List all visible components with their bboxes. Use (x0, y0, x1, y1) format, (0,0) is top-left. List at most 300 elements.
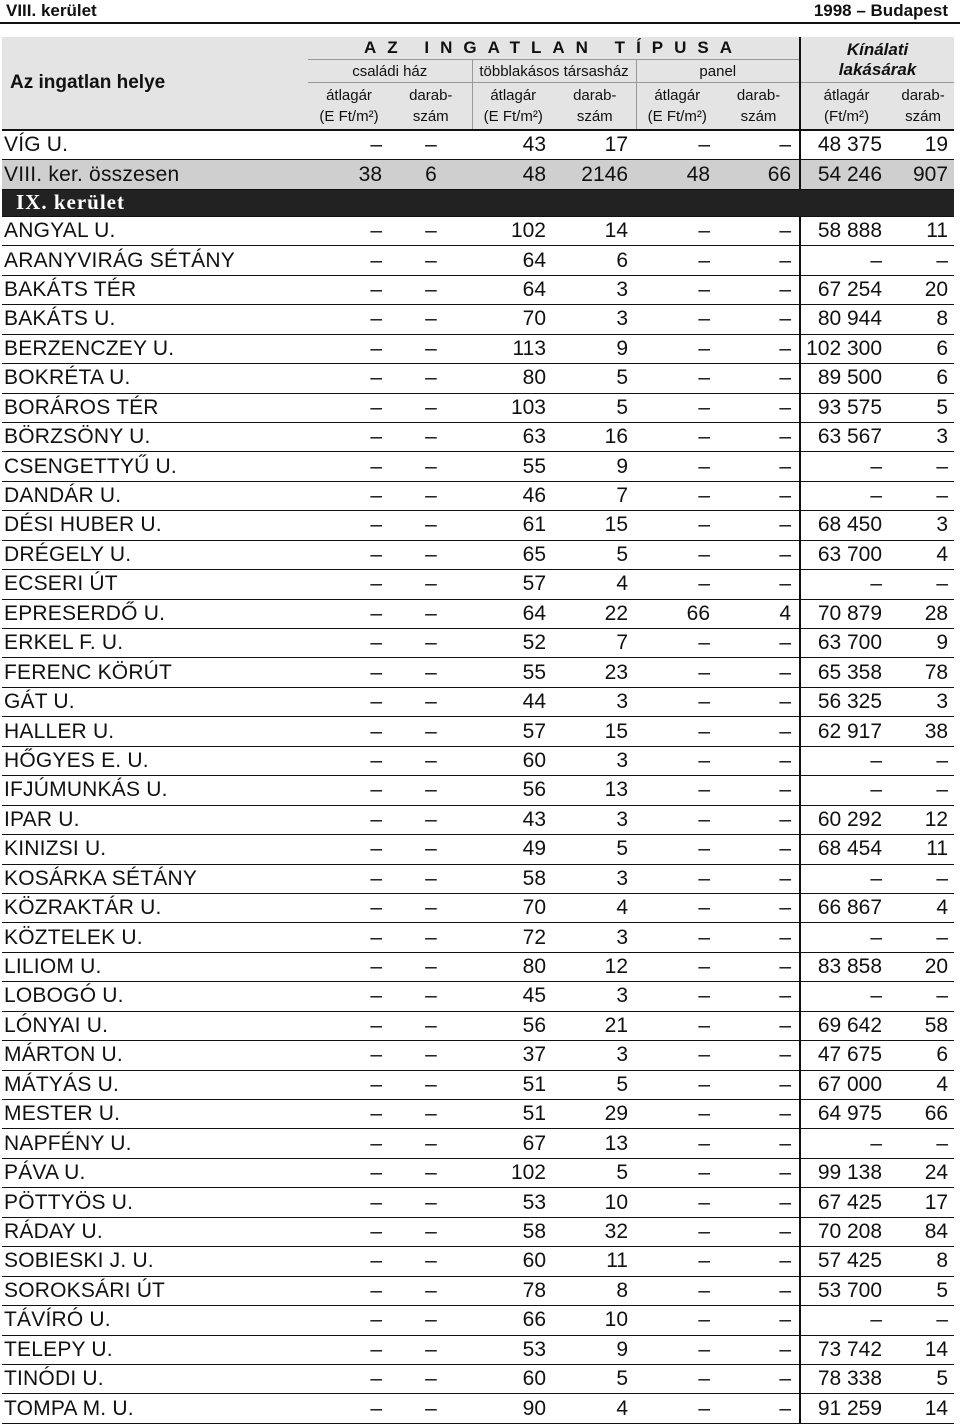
table-cell: – (308, 334, 390, 363)
table-cell: 5 (892, 1364, 954, 1393)
table-cell: 62 917 (800, 717, 892, 746)
table-cell: – (892, 246, 954, 275)
table-cell: – (308, 952, 390, 981)
table-cell: – (636, 540, 718, 569)
table-cell: 5 (554, 393, 636, 422)
table-cell: – (390, 1129, 472, 1158)
place-name: ECSERI ÚT (2, 570, 308, 599)
table-cell: 38 (892, 717, 954, 746)
table-cell: 47 675 (800, 1041, 892, 1070)
table-cell: 56 325 (800, 687, 892, 716)
table-cell: – (636, 481, 718, 510)
table-row (2, 1247, 954, 1276)
table-cell: – (718, 481, 800, 510)
table-cell: – (636, 1335, 718, 1364)
price-table (2, 37, 954, 1424)
table-cell: 14 (892, 1335, 954, 1364)
table-cell: – (636, 452, 718, 481)
table-cell: – (718, 717, 800, 746)
table-cell: – (308, 835, 390, 864)
table-cell: 45 (472, 982, 554, 1011)
table-cell: – (718, 805, 800, 834)
table-cell: – (718, 1306, 800, 1335)
table-cell: 67 425 (800, 1188, 892, 1217)
table-cell: 57 425 (800, 1247, 892, 1276)
table-cell: 73 742 (800, 1335, 892, 1364)
table-cell: – (636, 893, 718, 922)
table-cell: 66 (636, 599, 718, 628)
type-header: AZ INGATLAN TÍPUSA (308, 37, 800, 60)
place-name: ARANYVIRÁG SÉTÁNY (2, 246, 308, 275)
table-cell: – (636, 835, 718, 864)
table-cell: 24 (892, 1158, 954, 1187)
table-cell: – (390, 422, 472, 451)
table-cell: – (892, 1306, 954, 1335)
place-name: BAKÁTS U. (2, 305, 308, 334)
table-cell: 3 (554, 746, 636, 775)
table-cell: 3 (554, 687, 636, 716)
table-cell: 14 (892, 1394, 954, 1423)
table-cell: – (636, 246, 718, 275)
place-name: PÖTTYÖS U. (2, 1188, 308, 1217)
table-cell: 102 (472, 1158, 554, 1187)
table-cell: – (636, 130, 718, 160)
table-cell: – (718, 864, 800, 893)
place-name: DÉSI HUBER U. (2, 511, 308, 540)
place-name: TELEPY U. (2, 1335, 308, 1364)
table-cell: 3 (554, 1041, 636, 1070)
place-name: LILIOM U. (2, 952, 308, 981)
table-cell: 66 (892, 1100, 954, 1129)
table-cell: – (308, 1276, 390, 1305)
table-cell: – (718, 893, 800, 922)
table-cell: 54 246 (800, 160, 892, 189)
table-cell: – (636, 864, 718, 893)
table-cell: – (308, 923, 390, 952)
table-cell: – (390, 540, 472, 569)
table-cell: 3 (554, 305, 636, 334)
table-cell: 3 (892, 687, 954, 716)
place-name: DANDÁR U. (2, 481, 308, 510)
table-cell: – (636, 216, 718, 245)
table-cell: 3 (892, 511, 954, 540)
place-name: RÁDAY U. (2, 1217, 308, 1246)
table-cell: – (390, 1335, 472, 1364)
place-name: HŐGYES E. U. (2, 746, 308, 775)
table-cell: – (308, 629, 390, 658)
place-name: IPAR U. (2, 805, 308, 834)
table-cell: – (390, 481, 472, 510)
table-cell: 5 (892, 1276, 954, 1305)
table-cell: – (308, 393, 390, 422)
table-cell: 12 (554, 952, 636, 981)
table-cell: – (308, 305, 390, 334)
table-cell: – (718, 130, 800, 160)
table-cell: – (308, 216, 390, 245)
table-cell: – (718, 511, 800, 540)
table-cell: 90 (472, 1394, 554, 1423)
table-cell: 67 (472, 1129, 554, 1158)
table-cell: 3 (892, 422, 954, 451)
table-cell: 53 (472, 1335, 554, 1364)
table-cell: – (718, 1070, 800, 1099)
table-cell: 9 (892, 629, 954, 658)
table-cell: – (800, 864, 892, 893)
table-row (2, 599, 954, 628)
table-cell: 44 (472, 687, 554, 716)
table-cell: 11 (892, 216, 954, 245)
table-row (2, 130, 954, 160)
table-cell: 13 (554, 1129, 636, 1158)
group-family-house: családi ház (308, 60, 472, 83)
table-cell: 5 (554, 1158, 636, 1187)
table-row (2, 776, 954, 805)
table-cell: – (636, 923, 718, 952)
table-cell: 15 (554, 511, 636, 540)
table-cell: – (636, 1306, 718, 1335)
table-row (2, 717, 954, 746)
table-cell: – (636, 687, 718, 716)
table-cell: – (892, 982, 954, 1011)
table-cell: 57 (472, 717, 554, 746)
place-name: TOMPA M. U. (2, 1394, 308, 1423)
table-cell: – (718, 776, 800, 805)
table-row (2, 1306, 954, 1335)
total-row (2, 160, 954, 189)
table-cell: – (390, 805, 472, 834)
table-cell: – (718, 982, 800, 1011)
table-row (2, 305, 954, 334)
offer-header (800, 37, 954, 83)
place-name: GÁT U. (2, 687, 308, 716)
table-cell: – (390, 1247, 472, 1276)
table-cell: 22 (554, 599, 636, 628)
table-cell: 9 (554, 1335, 636, 1364)
table-cell: 16 (554, 422, 636, 451)
table-cell: – (800, 982, 892, 1011)
table-cell: – (718, 540, 800, 569)
table-cell: – (800, 452, 892, 481)
table-cell: 72 (472, 923, 554, 952)
place-name: KÖZRAKTÁR U. (2, 893, 308, 922)
table-cell: – (718, 629, 800, 658)
table-cell: – (636, 305, 718, 334)
table-cell: 69 642 (800, 1011, 892, 1040)
table-cell: – (308, 1011, 390, 1040)
place-name: BOKRÉTA U. (2, 364, 308, 393)
year-city: 1998 – Budapest (813, 1, 948, 20)
table-cell: 5 (554, 1070, 636, 1099)
table-cell: – (390, 246, 472, 275)
table-cell: – (308, 1217, 390, 1246)
place-name: LOBOGÓ U. (2, 982, 308, 1011)
table-cell: 19 (892, 130, 954, 160)
place-name: PÁVA U. (2, 1158, 308, 1187)
table-cell: 66 867 (800, 893, 892, 922)
table-cell: 5 (554, 364, 636, 393)
place-name: SOBIESKI J. U. (2, 1247, 308, 1276)
table-cell: – (718, 1041, 800, 1070)
table-cell: – (718, 1276, 800, 1305)
table-cell: 103 (472, 393, 554, 422)
table-cell: – (800, 246, 892, 275)
table-cell: – (390, 1070, 472, 1099)
table-cell: 5 (554, 540, 636, 569)
table-cell: 3 (554, 864, 636, 893)
table-cell: 84 (892, 1217, 954, 1246)
table-row (2, 481, 954, 510)
table-cell: – (718, 746, 800, 775)
place-name: MÁRTON U. (2, 1041, 308, 1070)
table-cell: 70 879 (800, 599, 892, 628)
place-name: BAKÁTS TÉR (2, 275, 308, 304)
district-title: VIII. kerület (6, 1, 97, 20)
table-cell: – (390, 982, 472, 1011)
table-row (2, 334, 954, 363)
table-cell: 64 975 (800, 1100, 892, 1129)
table-cell: – (308, 746, 390, 775)
table-cell: – (308, 776, 390, 805)
table-cell: 8 (554, 1276, 636, 1305)
table-cell: 53 700 (800, 1276, 892, 1305)
table-cell: – (636, 717, 718, 746)
table-cell: – (892, 452, 954, 481)
table-cell: – (636, 1158, 718, 1187)
table-cell: – (390, 1011, 472, 1040)
table-row (2, 1011, 954, 1040)
table-cell: – (636, 1364, 718, 1393)
table-cell: – (636, 982, 718, 1011)
table-cell: 10 (554, 1306, 636, 1335)
table-cell: 4 (718, 599, 800, 628)
place-name: NAPFÉNY U. (2, 1129, 308, 1158)
table-row (2, 923, 954, 952)
table-cell: – (390, 1217, 472, 1246)
table-cell: 99 138 (800, 1158, 892, 1187)
table-cell: – (892, 923, 954, 952)
table-cell: 53 (472, 1188, 554, 1217)
table-cell: – (636, 952, 718, 981)
table-row (2, 511, 954, 540)
table-row (2, 540, 954, 569)
table-cell: – (636, 1129, 718, 1158)
table-cell: – (390, 1158, 472, 1187)
table-cell: 3 (554, 805, 636, 834)
table-cell: – (892, 864, 954, 893)
table-cell: – (390, 570, 472, 599)
place-name: TINÓDI U. (2, 1364, 308, 1393)
table-cell: 56 (472, 1011, 554, 1040)
table-cell: – (308, 275, 390, 304)
table-cell: 6 (892, 334, 954, 363)
place-name: DRÉGELY U. (2, 540, 308, 569)
table-cell: 8 (892, 305, 954, 334)
table-cell: 4 (892, 893, 954, 922)
table-cell: 5 (554, 1364, 636, 1393)
table-cell: – (308, 246, 390, 275)
table-cell: – (308, 1394, 390, 1423)
table-cell: – (308, 864, 390, 893)
table-cell: – (390, 1100, 472, 1129)
place-name: BERZENCZEY U. (2, 334, 308, 363)
page-header (0, 0, 960, 24)
place-name: FERENC KÖRÚT (2, 658, 308, 687)
table-cell: – (308, 1129, 390, 1158)
table-cell: 43 (472, 130, 554, 160)
table-cell: 55 (472, 658, 554, 687)
table-cell: – (718, 334, 800, 363)
table-cell: – (636, 364, 718, 393)
table-cell: – (718, 275, 800, 304)
table-cell: – (800, 481, 892, 510)
table-cell: 12 (892, 805, 954, 834)
table-cell: 3 (554, 275, 636, 304)
table-cell: 55 (472, 452, 554, 481)
table-cell: 13 (554, 776, 636, 805)
place-name: SOROKSÁRI ÚT (2, 1276, 308, 1305)
table-cell: 4 (892, 540, 954, 569)
table-cell: 61 (472, 511, 554, 540)
table-cell: – (718, 1335, 800, 1364)
table-cell: – (800, 746, 892, 775)
table-cell: – (800, 1129, 892, 1158)
table-cell: 70 (472, 305, 554, 334)
table-cell: 29 (554, 1100, 636, 1129)
table-cell: – (390, 687, 472, 716)
table-cell: 20 (892, 952, 954, 981)
table-cell: 78 (892, 658, 954, 687)
table-cell: 17 (892, 1188, 954, 1217)
table-cell: 66 (472, 1306, 554, 1335)
table-cell: – (390, 1394, 472, 1423)
table-cell: – (636, 393, 718, 422)
table-cell: – (718, 1188, 800, 1217)
table-cell: 68 454 (800, 835, 892, 864)
table-cell: – (636, 1070, 718, 1099)
table-cell: – (718, 952, 800, 981)
table-cell: 93 575 (800, 393, 892, 422)
table-cell: 28 (892, 599, 954, 628)
table-cell: – (718, 1247, 800, 1276)
table-cell: – (636, 1276, 718, 1305)
table-cell: – (800, 923, 892, 952)
table-cell: 58 (472, 1217, 554, 1246)
table-cell: – (718, 923, 800, 952)
table-cell: – (390, 1364, 472, 1393)
table-cell: 66 (718, 160, 800, 189)
group-panel: panel (636, 60, 800, 83)
place-name: MESTER U. (2, 1100, 308, 1129)
table-cell: – (390, 1276, 472, 1305)
table-cell: – (390, 1306, 472, 1335)
table-cell: – (636, 334, 718, 363)
table-cell: – (636, 1394, 718, 1423)
table-row (2, 805, 954, 834)
table-row (2, 570, 954, 599)
table-cell: 64 (472, 246, 554, 275)
table-cell: 20 (892, 275, 954, 304)
table-cell: 60 (472, 1247, 554, 1276)
table-cell: – (308, 805, 390, 834)
table-row (2, 893, 954, 922)
table-cell: 9 (554, 452, 636, 481)
table-cell: – (718, 687, 800, 716)
place-name: BÖRZSÖNY U. (2, 422, 308, 451)
table-row (2, 982, 954, 1011)
table-cell: 51 (472, 1070, 554, 1099)
table-cell: – (390, 1188, 472, 1217)
table-cell: 65 358 (800, 658, 892, 687)
table-cell: – (390, 893, 472, 922)
place-name: EPRESERDŐ U. (2, 599, 308, 628)
table-cell: – (308, 893, 390, 922)
table-cell: – (308, 540, 390, 569)
table-row (2, 746, 954, 775)
table-cell: – (718, 1011, 800, 1040)
table-cell: – (390, 599, 472, 628)
place-name: BORÁROS TÉR (2, 393, 308, 422)
place-name: ANGYAL U. (2, 216, 308, 245)
table-cell: – (636, 1247, 718, 1276)
table-cell: – (636, 1041, 718, 1070)
table-row (2, 1041, 954, 1070)
table-row (2, 835, 954, 864)
table-cell: – (718, 658, 800, 687)
table-cell: – (390, 923, 472, 952)
col-price: átlagár (E Ft/m²) (636, 83, 718, 131)
table-cell: – (308, 511, 390, 540)
offer-header-line2: lakásárak (838, 59, 917, 79)
table-cell: – (308, 1247, 390, 1276)
table-cell: 17 (554, 130, 636, 160)
table-body (2, 130, 954, 1423)
table-cell: 48 375 (800, 130, 892, 160)
table-row (2, 658, 954, 687)
table-cell: – (718, 364, 800, 393)
table-cell: 23 (554, 658, 636, 687)
table-cell: – (636, 805, 718, 834)
table-row (2, 275, 954, 304)
table-row (2, 1364, 954, 1393)
table-cell: – (308, 1335, 390, 1364)
table-cell: – (390, 629, 472, 658)
table-cell: – (390, 835, 472, 864)
table-cell: 58 (472, 864, 554, 893)
table-cell: – (718, 422, 800, 451)
table-cell: – (308, 422, 390, 451)
table-cell: 15 (554, 717, 636, 746)
table-cell: 5 (554, 835, 636, 864)
table-cell: – (718, 305, 800, 334)
table-cell: – (892, 1129, 954, 1158)
table-cell: – (636, 1100, 718, 1129)
table-cell: 63 567 (800, 422, 892, 451)
table-cell: – (308, 599, 390, 628)
table-row (2, 422, 954, 451)
col-count: darab- szám (554, 83, 636, 131)
table-cell: – (718, 570, 800, 599)
table-cell: – (718, 835, 800, 864)
table-cell: – (718, 1217, 800, 1246)
table-cell: 4 (554, 1394, 636, 1423)
table-row (2, 629, 954, 658)
table-row (2, 216, 954, 245)
table-cell: 68 450 (800, 511, 892, 540)
place-name: IX. kerület (2, 189, 954, 216)
table-cell: – (308, 1070, 390, 1099)
table-cell: – (718, 1158, 800, 1187)
table-cell: 49 (472, 835, 554, 864)
